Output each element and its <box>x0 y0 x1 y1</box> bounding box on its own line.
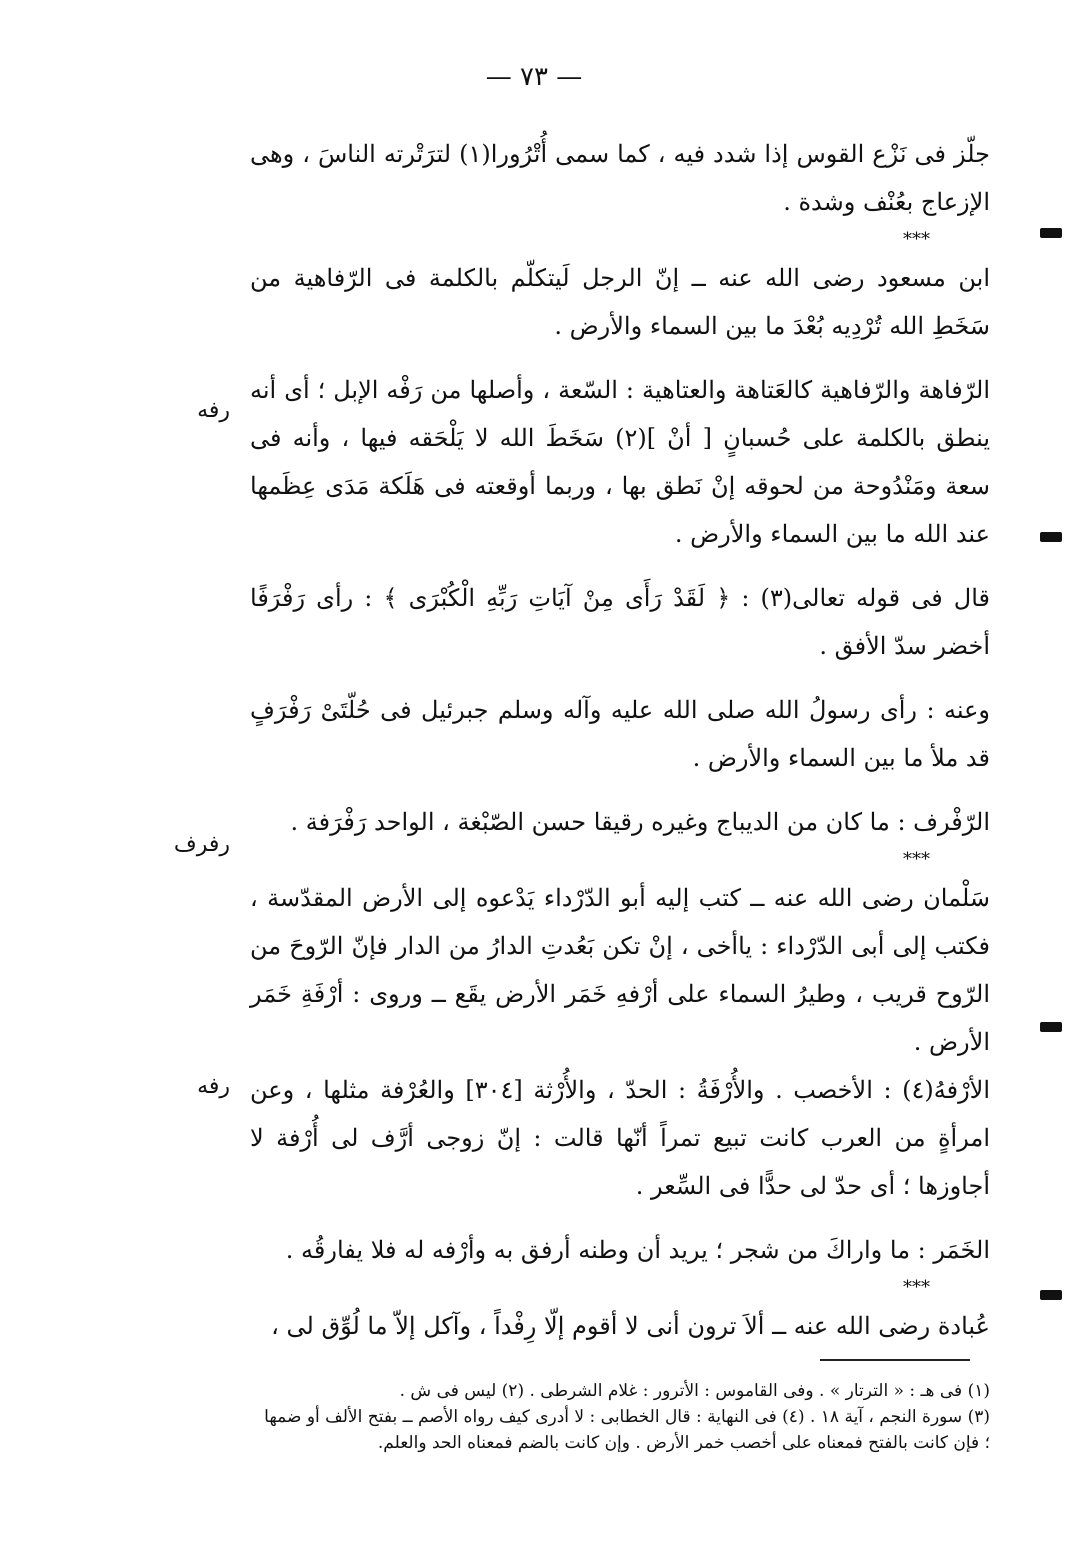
section-divider: *** <box>903 1277 930 1298</box>
paragraph: قال فى قوله تعالى(٣) : ﴿ لَقَدْ رَأَى مِنْ آيَاتِ رَبِّهِ الْكُبْرَى ﴾ : رأى رَفْرَفًا أخضر سدّ الأفق . <box>250 584 991 660</box>
scan-edge-mark <box>1040 228 1062 238</box>
paragraph: وعنه : رأى رسولُ الله صلى الله عليه وآله وسلم جبرئيل فى حُلّتَىْ رَفْرَفٍ قد ملأ ما بين السماء والأرض . <box>250 696 990 772</box>
scan-edge-mark <box>1040 1290 1062 1300</box>
page-number: — ٧٣ — <box>485 62 583 92</box>
margin-note-rafh: رفه <box>197 398 230 423</box>
footnote-separator <box>820 1359 970 1361</box>
paragraph: جلّز فى نَزْع القوس إذا شدد فيه ، كما سمى أُتْرُورا(١) لترَتْرته الناسَ ، وهى الإزعاج بعُنْف وشدة . <box>250 140 990 216</box>
scan-edge-mark <box>1040 1022 1062 1032</box>
section-divider: *** <box>903 849 930 870</box>
paragraph: سَلْمان رضى الله عنه ــ كتب إليه أبو الدّرْداء يَدْعوه إلى الأرض المقدّسة ، فكتب إلى أبى الدّرْداء : ياأخى ، إنْ تكن بَعُدتِ الدارُ من الدار فإنّ الرّوحَ من الرّوح قريب ، وطيرُ السماء على أرْفهِ خَمَر الأرض يقَع ــ وروى : أرْفَةِ خَمَر الأرض . <box>250 884 990 1056</box>
margin-note-rafh: رفه <box>197 1074 230 1099</box>
paragraph: الرّفاهة والرّفاهية كالعَتاهة والعتاهية : السّعة ، وأصلها من رَفْه الإبل ؛ أى أنه ينطق بالكلمة على حُسبانٍ [ أنْ ](٢) سَخَطَ الله لا يَلْحَقه فيها ، وأنه فى سعة ومَنْدُوحة من لحوقه إنْ نَطق بها ، وربما أوقعته فى هَلَكة مَدَى عِظَمها عند الله ما بين السماء والأرض . <box>250 376 990 548</box>
paragraph: الرّفْرف : ما كان من الديباج وغيره رقيقا حسن الصّبْغة ، الواحد رَفْرَفة . <box>290 808 990 836</box>
paragraph: عُبادة رضى الله عنه ــ ألاَ ترون أنى لا أقوم إلّا رِفْداً ، وآكل إلاّ ما لُوِّق لى ، <box>271 1312 990 1340</box>
paragraph: ابن مسعود رضى الله عنه ــ إنّ الرجل لَيتكلّم بالكلمة فى الرّفاهية من سَخَطِ الله تُرْدِيه بُعْدَ ما بين السماء والأرض . <box>250 264 990 340</box>
main-text <box>250 130 990 1350</box>
footnote-line: (١) فى هـ : « الترتار » . وفى القاموس : الأترور : غلام الشرطى . (٢) ليس فى ش . <box>399 1381 990 1401</box>
paragraph: الخَمَر : ما واراكَ من شجر ؛ يريد أن وطنه أرفق به وأرْفه له فلا يفارقُه . <box>285 1236 990 1264</box>
footnotes <box>260 1378 990 1456</box>
section-divider: *** <box>903 229 930 250</box>
footnote-line: (٣) سورة النجم ، آية ١٨ . (٤) فى النهاية : قال الخطابى : لا أدرى كيف رواه الأصم ــ بفتح الألف أو ضمها ؛ فإن كانت بالفتح فمعناه على أخصب خمر الأرض . وإن كانت بالضم فمعناه الحد والعلم. <box>264 1407 990 1453</box>
margin-note-rafraf: رفرف <box>173 832 230 857</box>
paragraph: الأرْفهُ(٤) : الأخصب . والأُرْفَةُ : الحدّ ، والأُرْثة [٣٠٤] والعُرْفة مثلها ، وعن امرأةٍ من العرب كانت تبيع تمراً أنّها قالت : إنّ زوجى أرَّف لى أُرْفة لا أجاوزها ؛ أى حدّ لى حدًّا فى السِّعر . <box>250 1076 991 1200</box>
scan-edge-mark <box>1040 532 1062 542</box>
